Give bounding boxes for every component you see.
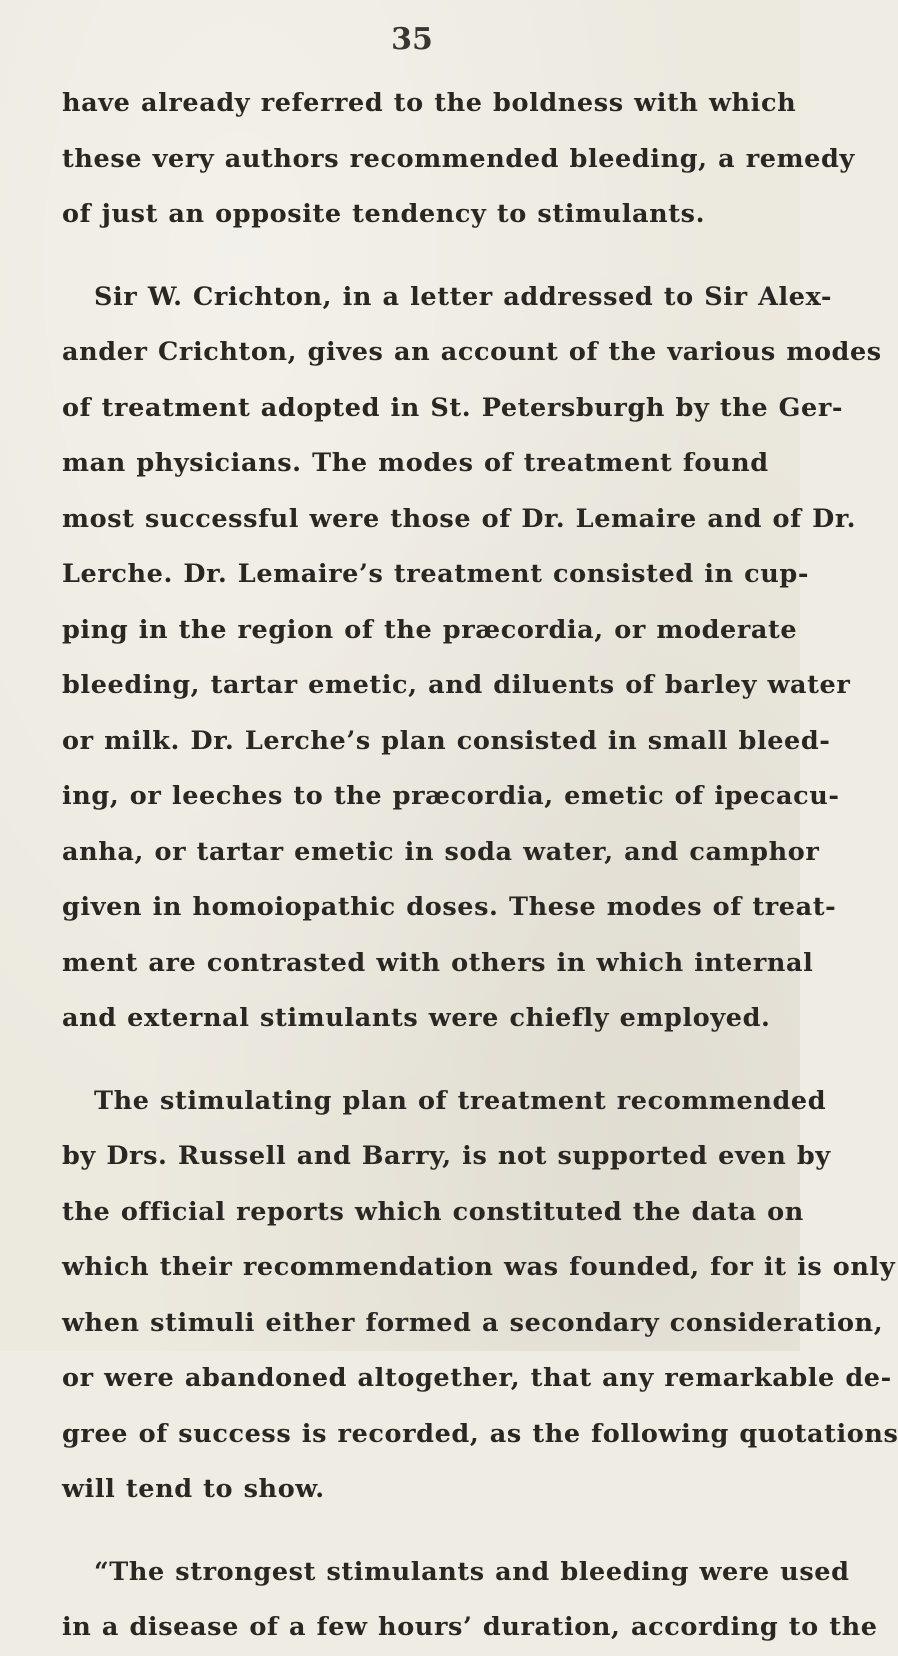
- text-line: and external stimulants were chiefly employed.: [62, 1003, 771, 1033]
- text-line: Lerche. Dr. Lemaire’s treatment consisted in cup-: [62, 559, 810, 589]
- page-number: 35: [391, 22, 433, 57]
- text-line: in a disease of a few hours’ duration, according to the: [62, 1612, 878, 1642]
- paragraph-spacer: [62, 243, 732, 270]
- text-line: bleeding, tartar emetic, and diluents of barley water: [62, 670, 851, 700]
- text-line: The stimulating plan of treatment recommended: [94, 1085, 827, 1116]
- text-line: Sir W. Crichton, in a letter addressed to Sir Alex-: [94, 281, 833, 312]
- paragraph-spacer: [62, 1518, 732, 1545]
- text-line: gree of success is recorded, as the following quotations: [62, 1418, 898, 1449]
- text-line: given in homoiopathic doses. These modes of treat-: [62, 892, 837, 922]
- text-line: ment are contrasted with others in which internal: [62, 947, 814, 978]
- text-line: will tend to show.: [62, 1474, 325, 1504]
- text-line: which their recommendation was founded, for it is only: [62, 1252, 896, 1282]
- text-line: man physicians. The modes of treatment found: [62, 448, 769, 478]
- paragraph-1: [62, 76, 855, 243]
- text-line: when stimuli either formed a secondary consideration,: [62, 1307, 884, 1338]
- text-line: by Drs. Russell and Barry, is not supported even by: [62, 1141, 831, 1171]
- paragraph-2: [62, 270, 882, 1047]
- text-line: have already referred to the boldness with which: [62, 88, 797, 118]
- text-line: ing, or leeches to the præcordia, emetic of ipecacu-: [62, 781, 840, 811]
- paragraph-4: [62, 1545, 878, 1656]
- text-line: these very authors recommended bleeding, a remedy: [62, 143, 855, 174]
- text-line: “The strongest stimulants and bleeding were used: [94, 1556, 850, 1587]
- text-line: the official reports which constituted the data on: [62, 1196, 804, 1227]
- text-line: most successful were those of Dr. Lemaire and of Dr.: [62, 503, 857, 534]
- text-line: ping in the region of the præcordia, or moderate: [62, 614, 798, 645]
- text-line: anha, or tartar emetic in soda water, and camphor: [62, 836, 820, 867]
- text-line: of just an opposite tendency to stimulants.: [62, 199, 706, 229]
- paragraph-3: [62, 1074, 898, 1518]
- text-line: or milk. Dr. Lerche’s plan consisted in small bleed-: [62, 725, 831, 756]
- text-line: or were abandoned altogether, that any remarkable de-: [62, 1363, 892, 1393]
- text-line: of treatment adopted in St. Petersburgh by the Ger-: [62, 392, 844, 423]
- text-line: ander Crichton, gives an account of the various modes: [62, 337, 882, 367]
- paragraph-spacer: [62, 1047, 732, 1074]
